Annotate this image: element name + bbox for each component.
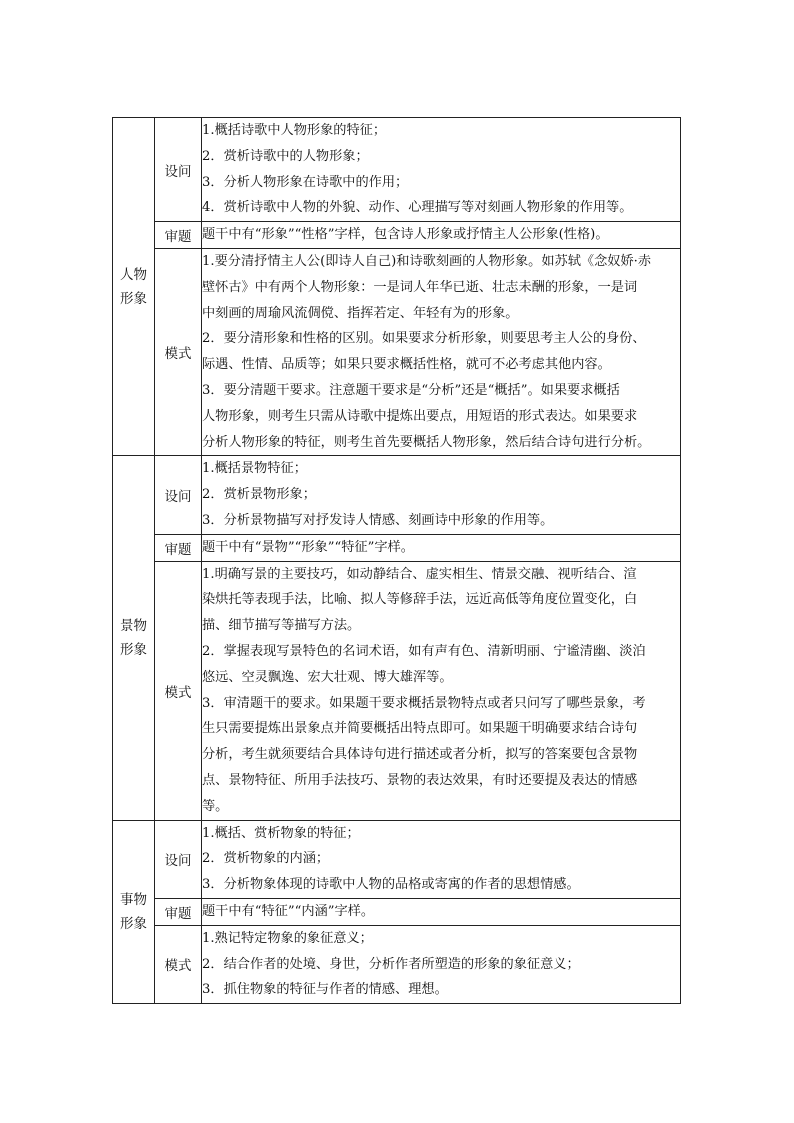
row-label-cell [155,534,202,561]
category-label: 形象 [120,641,147,658]
content-line: 1.熟记特定物象的象征意义； [202,930,373,946]
category-label: 人物 [120,266,147,283]
row-label-cell [155,222,202,249]
category-label: 事物 [120,891,147,908]
content-line: 分析人物形象的特征，则考生首先要概括人物形象，然后结合诗句进行分析。 [202,434,651,450]
content-line: 等。 [202,798,229,814]
row-label: 审题 [164,541,192,558]
table-row [113,534,681,561]
row-content-cell [202,248,681,455]
content-line: 中刻画的周瑜风流倜傥、指挥若定、年轻有为的形象。 [202,305,519,321]
row-label: 模式 [164,346,192,363]
table-row [113,925,681,1003]
row-content-cell [202,118,681,222]
content-line: 染烘托等表现手法，比喻、拟人等修辞手法，远近高低等角度位置变化，白 [202,592,638,608]
content-line: 描、细节描写等描写方法。 [202,618,361,634]
content-line: 悠远、空灵飘逸、宏大壮观、博大雄浑等。 [202,669,453,685]
category-label: 景物 [120,617,147,634]
content-line: 2．要分清形象和性格的区别。如果要求分析形象，则要思考主人公的身份、 [202,331,646,347]
table-row [113,118,681,222]
row-label-cell [155,118,202,222]
content-line: 2．赏析物象的内涵； [202,851,330,867]
category-cell-scenery [113,456,155,820]
row-label: 模式 [164,958,192,975]
category-cell-object [113,820,155,1004]
content-line: 题干中有“特征”“内涵”字样。 [202,903,375,919]
row-label: 设问 [164,853,192,870]
content-line: 2．赏析景物形象； [202,487,316,503]
table-row [113,248,681,455]
row-content-cell [202,222,681,249]
content-line: 题干中有“形象”“性格”字样，包含诗人形象或抒情主人公形象(性格)。 [202,227,609,243]
category-label: 形象 [120,915,147,932]
poetry-image-table [112,117,681,1004]
content-line: 3．审清题干的要求。如果题干要求概括景物特点或者只问写了哪些景象，考 [202,695,646,711]
row-label-cell [155,820,202,898]
row-label-cell [155,248,202,455]
table-row [113,456,681,534]
content-line: 1.概括诗歌中人物形象的特征； [202,123,387,138]
row-label-cell [155,898,202,925]
table-row [113,898,681,925]
row-label: 模式 [164,684,192,701]
row-content-cell [202,534,681,561]
category-cell-character [113,118,155,456]
content-line: 际遇、性情、品质等；如果只要求概括性格，就可不必考虑其他内容。 [202,357,611,373]
content-line: 3．要分清题干要求。注意题干要求是“分析”还是“概括”。如果要求概括 [202,382,620,398]
content-line: 4．赏析诗歌中人物的外貌、动作、心理描写等对刻画人物形象的作用等。 [202,200,633,216]
content-line: 2．结合作者的处境、身世，分析作者所塑造的形象的象征意义； [202,956,580,972]
content-line: 人物形象，则考生只需从诗歌中提炼出要点，用短语的形式表达。如果要求 [202,408,638,424]
content-line: 3．分析景物描写对抒发诗人情感、刻画诗中形象的作用等。 [202,512,554,528]
category-label: 形象 [120,290,147,307]
content-line: 题干中有“景物”“形象”“特征”字样。 [202,539,414,555]
content-line: 3．分析人物形象在诗歌中的作用； [202,174,409,190]
content-line: 1.概括、赏析物象的特征； [202,825,360,841]
row-label: 审题 [164,905,192,922]
content-line: 3．分析物象体现的诗歌中人物的品格或寄寓的作者的思想情感。 [202,877,580,893]
table-body [113,118,681,1004]
row-label-cell [155,456,202,534]
content-line: 2．掌握表现写景特色的名词术语，如有声有色、清新明丽、宁谧清幽、淡泊 [202,643,646,659]
row-content-cell [202,820,681,898]
row-content-cell [202,898,681,925]
row-label-cell [155,925,202,1003]
content-line: 1.要分清抒情主人公(即诗人自己)和诗歌刻画的人物形象。如苏轼《念奴娇·赤 [202,253,652,269]
content-line: 生只需要提炼出景象点并简要概括出特点即可。如果题干明确要求结合诗句 [202,721,638,737]
row-content-cell [202,456,681,534]
row-label: 设问 [164,163,192,180]
table-row [113,561,681,820]
table-row [113,222,681,249]
content-line: 1.明确写景的主要技巧，如动静结合、虚实相生、情景交融、视听结合、渲 [202,566,637,582]
content-line: 点、景物特征、所用手法技巧、景物的表达效果，有时还要提及表达的情感 [202,772,638,788]
table-row [113,820,681,898]
row-content-cell [202,561,681,820]
row-label-cell [155,561,202,820]
content-line: 2．赏析诗歌中的人物形象； [202,148,369,164]
row-label: 设问 [164,489,192,506]
content-line: 分析，考生就须要结合具体诗句进行描述或者分析，拟写的答案要包含景物 [202,747,638,763]
content-line: 3．抓住物象的特征与作者的情感、理想。 [202,982,448,998]
row-label: 审题 [164,229,192,246]
row-content-cell [202,925,681,1003]
content-line: 1.概括景物特征； [202,461,307,477]
content-line: 壁怀古》中有两个人物形象：一是词人年华已逝、壮志未酬的形象，一是词 [202,279,638,295]
